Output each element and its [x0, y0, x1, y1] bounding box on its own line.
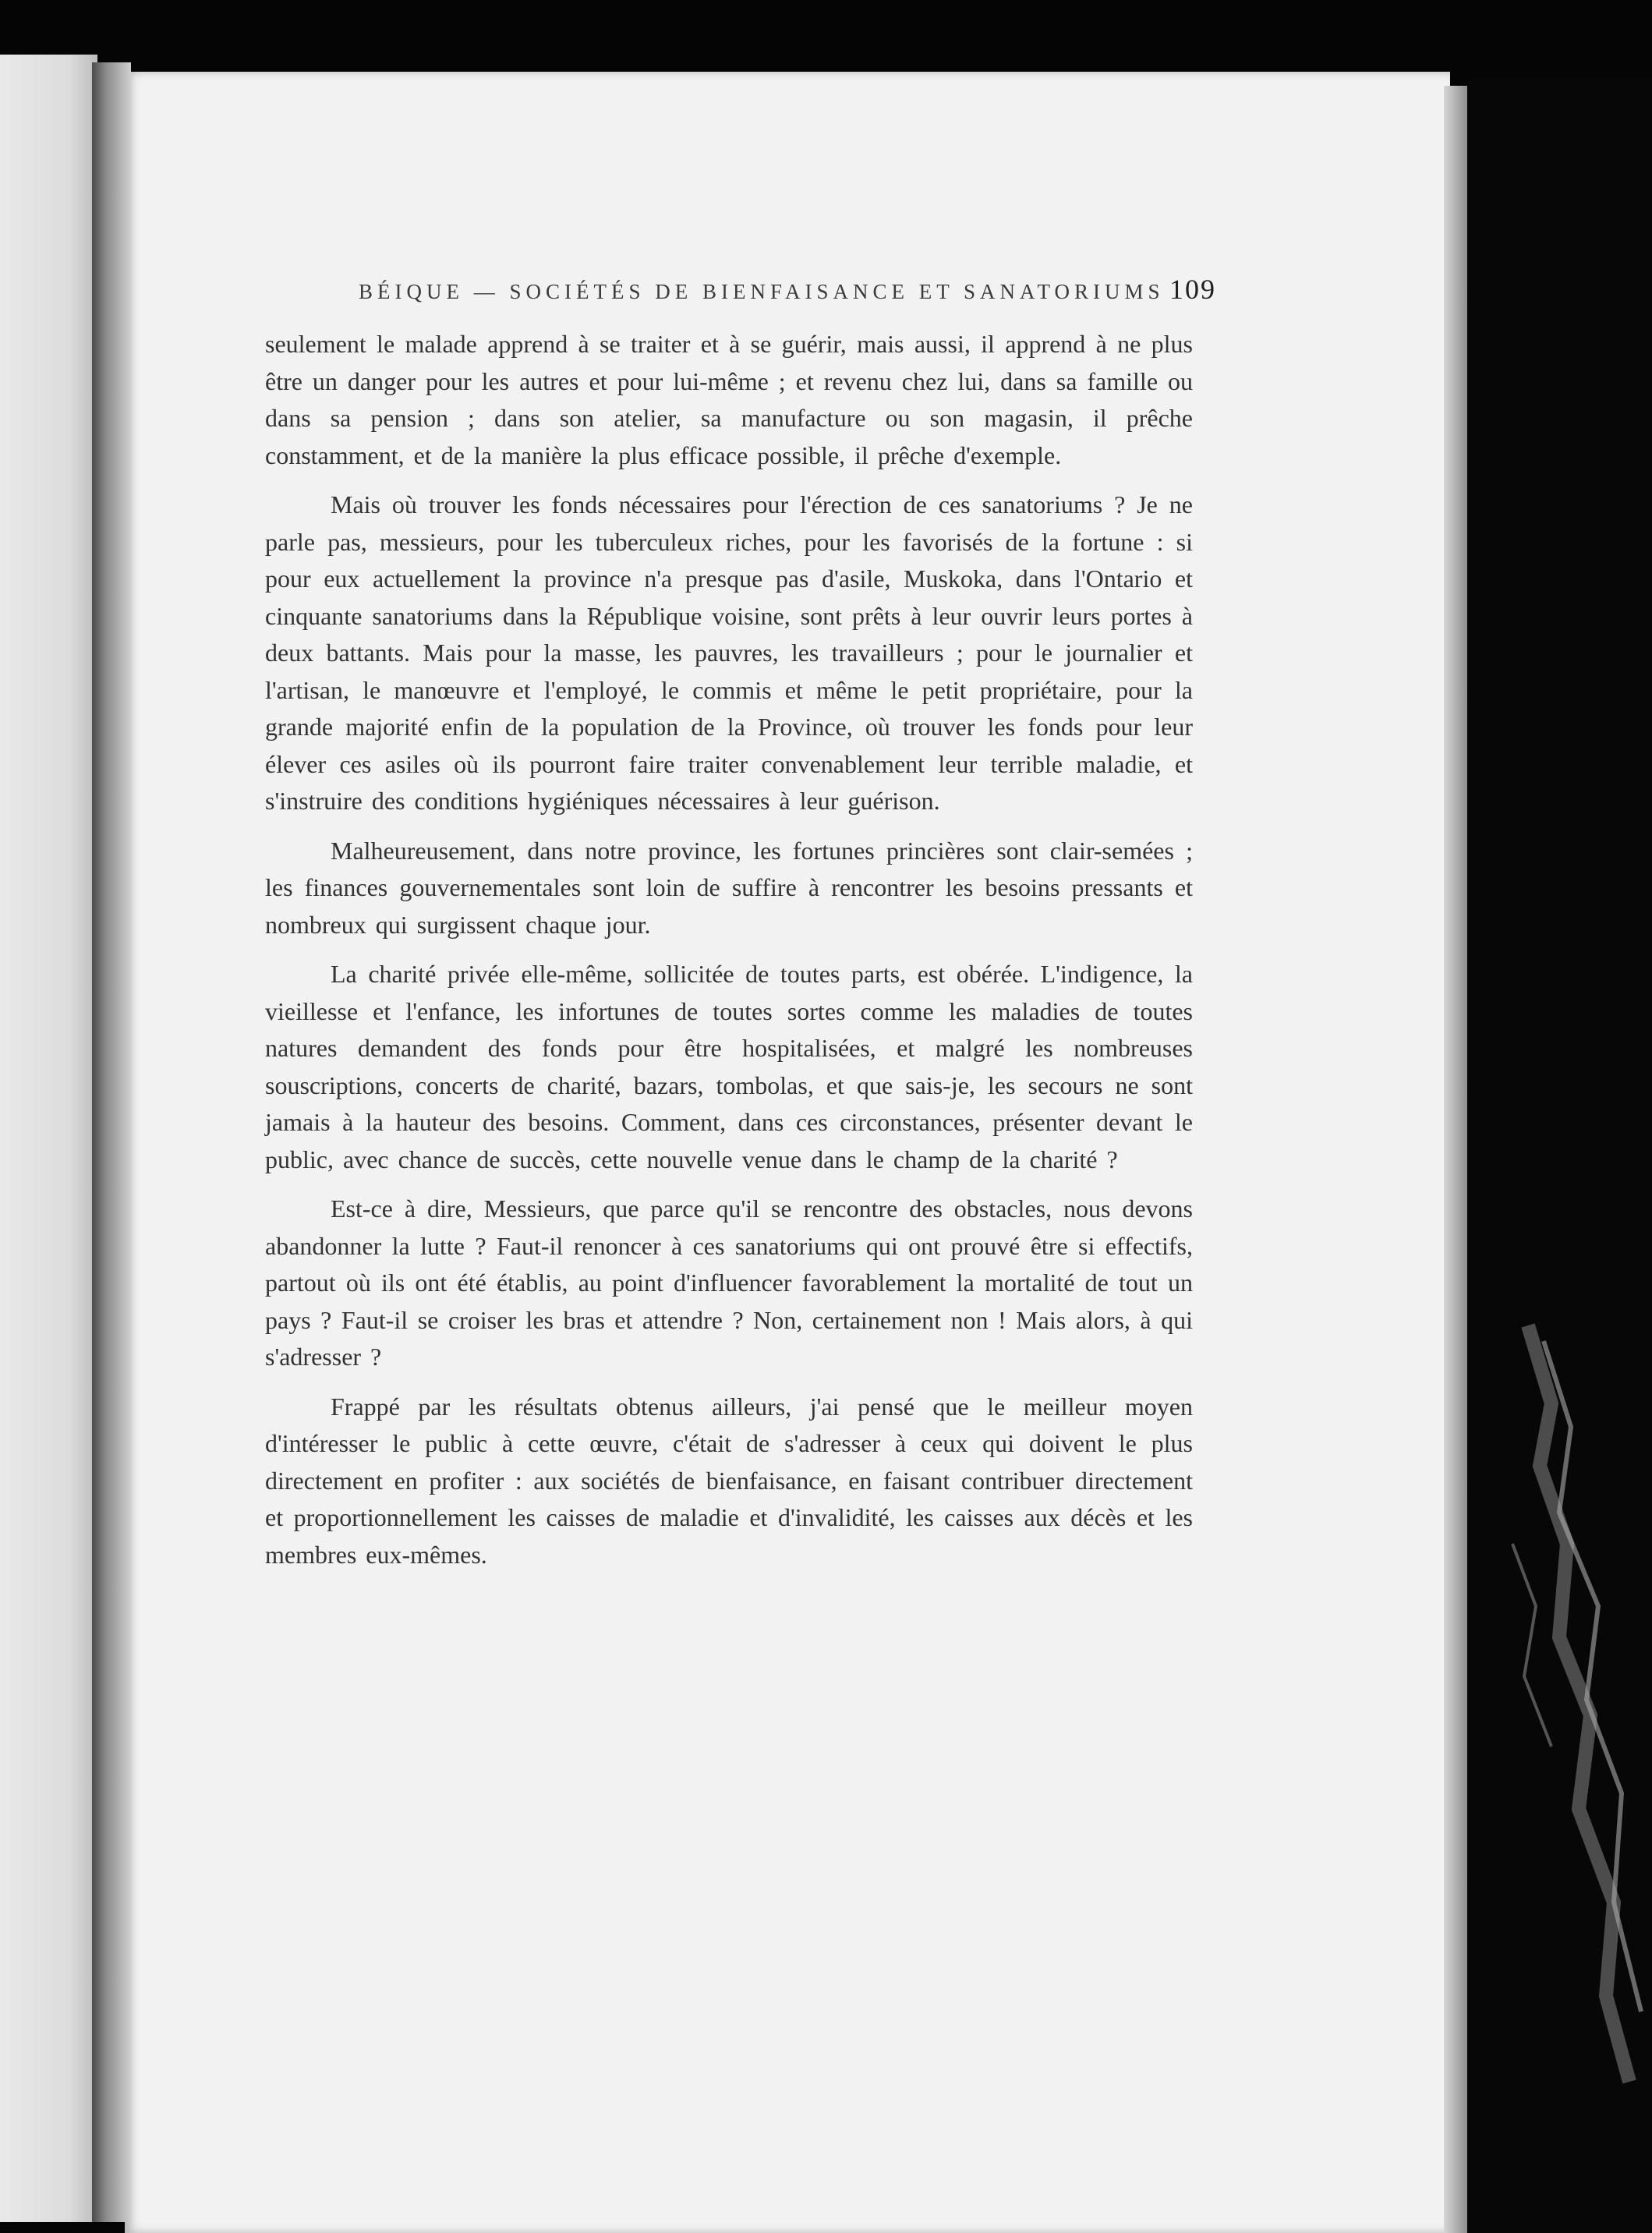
- body-text: [265, 326, 1193, 1573]
- running-title: BÉIQUE — SOCIÉTÉS DE BIENFAISANCE ET SANATORIUMS: [359, 280, 1165, 303]
- binding-shadow: [92, 62, 131, 2222]
- scan-scratch-marks: [1497, 1310, 1652, 2090]
- left-page-edge: [0, 55, 97, 2222]
- paragraph-4: La charité privée elle-même, sollicitée de toutes parts, est obérée. L'indigence, la vieillesse et l'enfance, les infortunes de toutes sortes comme les maladies de toutes natures demandent des fonds pour être hospitalisées, et malgré les nombreuses souscriptions, concerts de charité, bazars, tombolas, et que sais-je, les secours ne sont jamais à la hauteur des besoins. Comment, dans ces circonstances, présenter devant le public, avec chance de succès, cette nouvelle venue dans le champ de la charité ?: [265, 960, 1193, 1173]
- paragraph-1: seulement le malade apprend à se traiter et à se guérir, mais aussi, il apprend à ne plus être un danger pour les autres et pour lui-même ; et revenu chez lui, dans sa famille ou dans sa pension ; dans son atelier, sa manufacture ou son magasin, il prêche constamment, et de la manière la plus efficace possible, il prêche d'exemple.: [265, 330, 1193, 469]
- paragraph-2: Mais où trouver les fonds nécessaires pour l'érection de ces sanatoriums ? Je ne parle pas, messieurs, pour les tuberculeux riches, pour les favorisés de la fortune : si pour eux actuellement la province n'a presque pas d'asile, Muskoka, dans l'Ontario et cinquante sanatoriums dans la République voisine, sont prêts à leur ouvrir leurs portes à deux battants. Mais pour la masse, les pauvres, les travailleurs ; pour le journalier et l'artisan, le manœuvre et l'employé, le commis et même le petit propriétaire, pour la grande majorité enfin de la population de la Province, où trouver les fonds pour leur élever ces asiles où ils pourront faire traiter convenablement leur terrible maladie, et s'instruire des conditions hygiéniques nécessaires à leur guérison.: [265, 490, 1193, 815]
- paragraph-3: Malheureusement, dans notre province, les fortunes princières sont clair-semées ; les finances gouvernementales sont loin de suffire à rencontrer les besoins pressants et nombreux qui surgissent chaque jour.: [265, 836, 1193, 939]
- paragraph-5: Est-ce à dire, Messieurs, que parce qu'il se rencontre des obstacles, nous devons abandonner la lutte ? Faut-il renoncer à ces sanatoriums qui ont prouvé être si effectifs, partout où ils ont été établis, au point d'influencer favorablement la mortalité de tout un pays ? Faut-il se croiser les bras et attendre ? Non, certainement non ! Mais alors, à qui s'adresser ?: [265, 1194, 1193, 1371]
- paragraph-6: Frappé par les résultats obtenus ailleurs, j'ai pensé que le meilleur moyen d'intéresser le public à cette œuvre, c'était de s'adresser à ceux qui doivent le plus directement en profiter : aux sociétés de bienfaisance, en faisant contribuer directement et proportionnellement les caisses de maladie et d'invalidité, les caisses aux décès et les membres eux-mêmes.: [265, 1392, 1193, 1569]
- running-header: [359, 273, 1216, 312]
- page-number: 109: [1169, 274, 1216, 305]
- page-right-edge: [1444, 86, 1467, 2233]
